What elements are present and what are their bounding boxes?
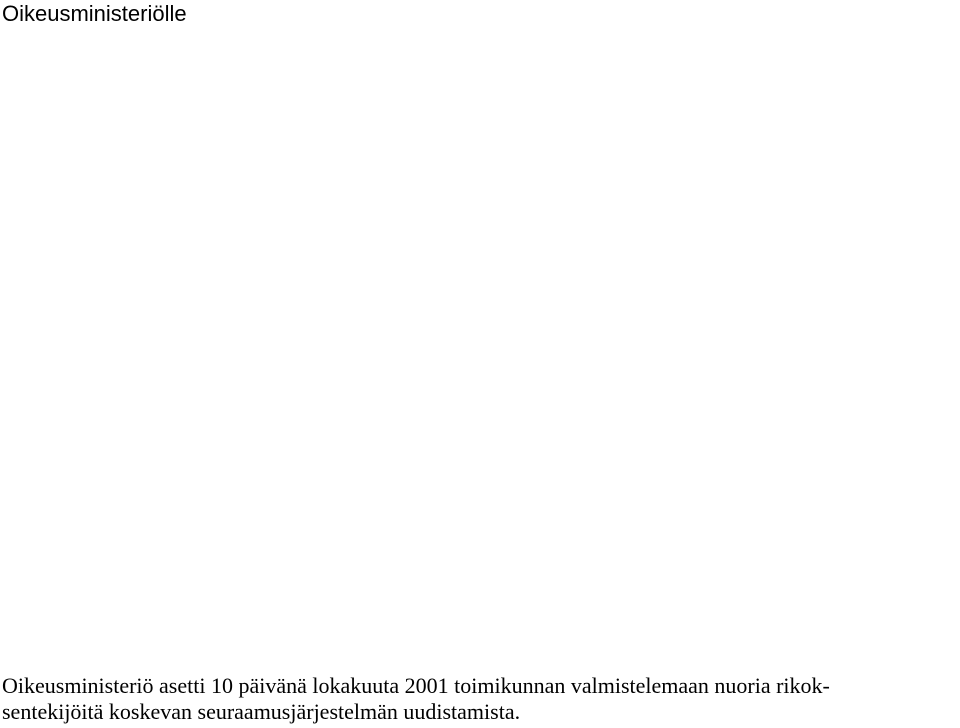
paragraph-line-2: sentekijöitä koskevan seuraamusjärjestelmän uudistamista. [2,699,521,724]
intro-paragraph [2,673,958,725]
paragraph-line-1: Oikeusministeriö asetti 10 päivänä lokakuuta 2001 toimikunnan valmistelemaan nuoria rikok- [2,673,830,698]
addressee-heading: Oikeusministeriölle [2,1,187,26]
